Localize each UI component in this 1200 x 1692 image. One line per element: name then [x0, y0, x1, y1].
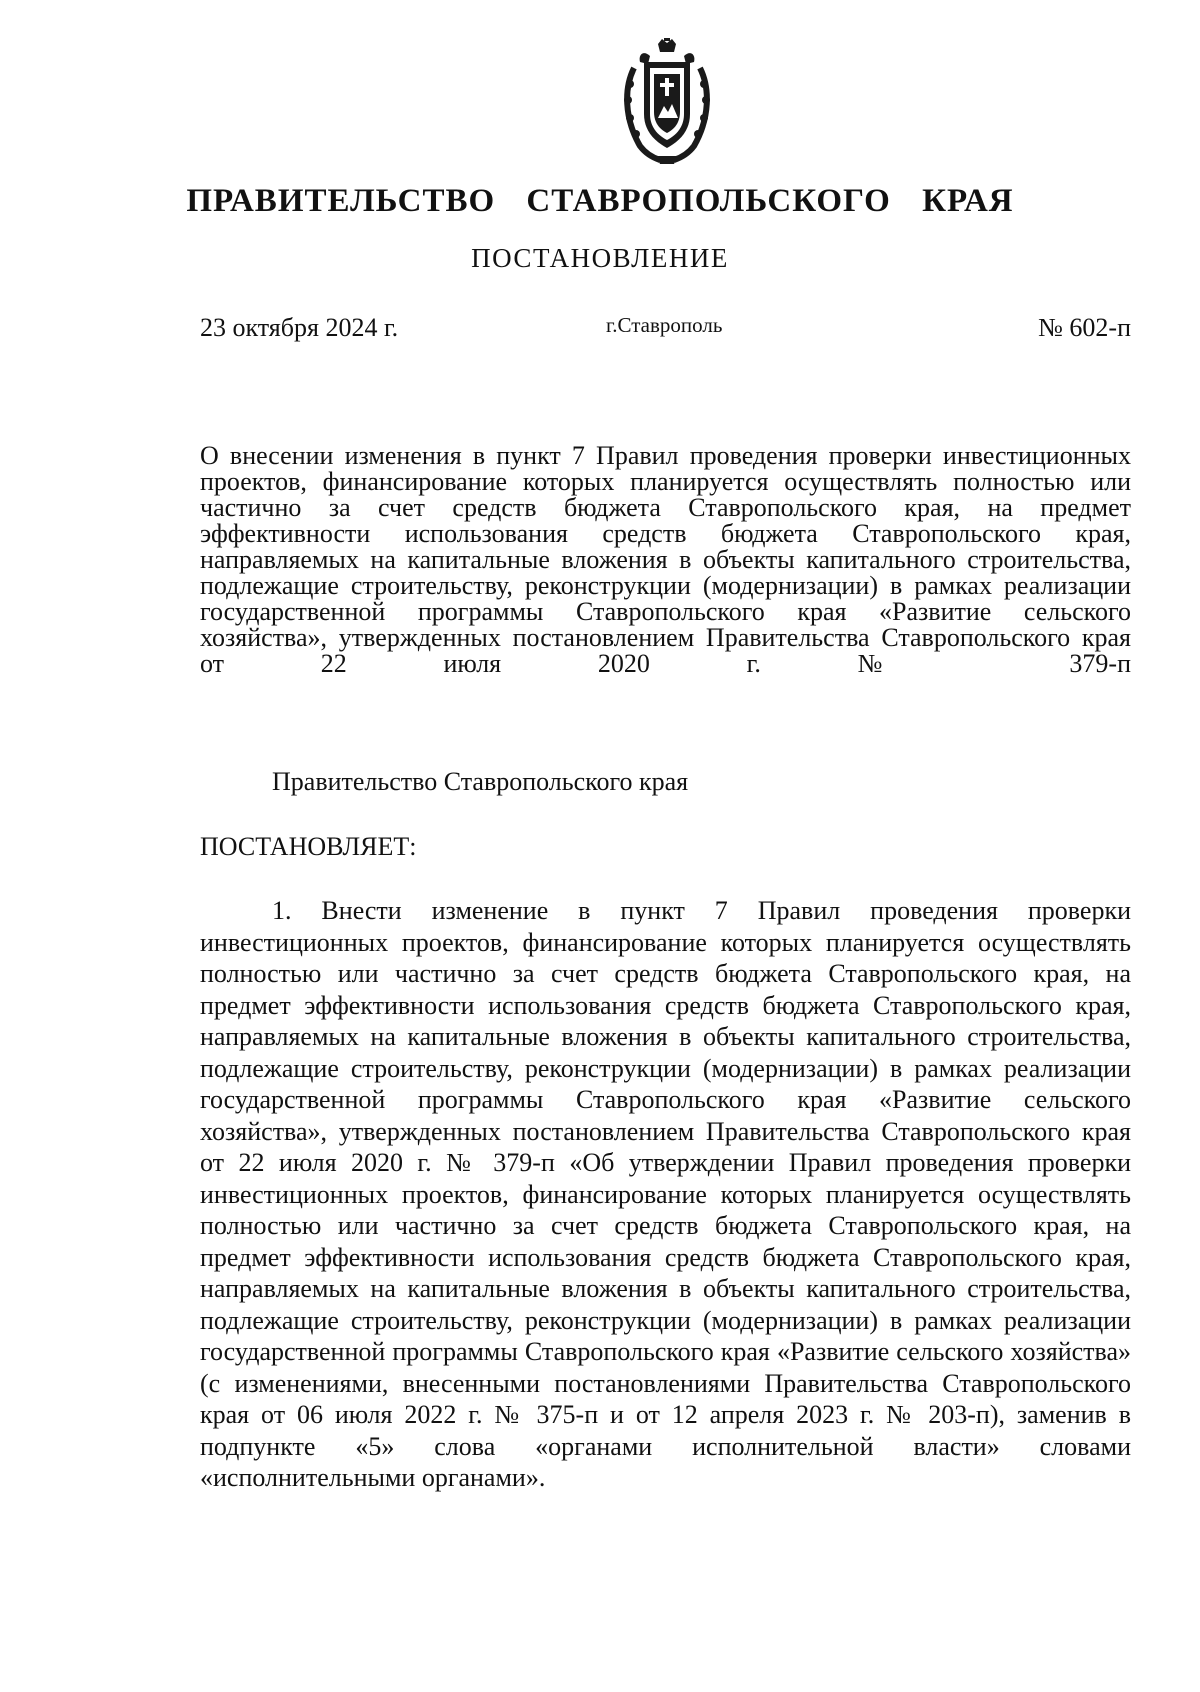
- document-subject: О внесении изменения в пункт 7 Правил проведения проверки инвестиционных проектов, финансирование которых планируется осуществлять полностью или частично за счет средств бюджета Ставропольского края, на предмет эффективности использования средств бюджета Ставропольского края, направляемых на капитальные вложения в объекты капитального строительства, подлежащие строительству, реконструкции (модернизации) в рамках реализации государственной программы Ставропольского края «Развитие сельского хозяйства», утвержденных постановлением Правительства Ставропольского края от 22 июля 2020 г. № 379-п: [200, 441, 1131, 678]
- document-date: 23 октября 2024 г.: [200, 313, 399, 342]
- resolves-heading: ПОСТАНОВЛЯЕТ:: [200, 832, 417, 861]
- organization-title: ПРАВИТЕЛЬСТВО СТАВРОПОЛЬСКОГО КРАЯ: [186, 183, 1014, 219]
- document-type: ПОСТАНОВЛЕНИЕ: [471, 243, 729, 273]
- paragraph-1: 1. Внести изменение в пункт 7 Правил проведения проверки инвестиционных проектов, финансирование которых планируется осуществлять полностью или частично за счет средств бюджета Ставропольского края, на предмет эффективности использования средств бюджета Ставропольского края, направляемых на капитальные вложения в объекты капитального строительства, подлежащие строительству, реконструкции (модернизации) в рамках реализации государственной программы Ставропольского края «Развитие сельского хозяйства», утвержденных постановлением Правительства Ставропольского края от 22 июля 2020 г. № 379-п «Об утверждении Правил проведения проверки инвестиционных проектов, финансирование которых планируется осуществлять полностью или частично за счет средств бюджета Ставропольского края, на предмет эффективности использования средств бюджета Ставропольского края, направляемых на капитальные вложения в объекты капитального строительства, подлежащие строительству, реконструкции (модернизации) в рамках реализации государственной программы Ставропольского края «Развитие сельского хозяйства» (с изменениями, внесенными постановлениями Правительства Ставропольского края от 06 июля 2022 г. № 375-п и от 12 апреля 2023 г. № 203-п), заменив в подпункте «5» слова «органами исполнительной власти» словами «исполнительными органами».: [200, 896, 1131, 1492]
- preamble: Правительство Ставропольского края: [272, 767, 689, 796]
- document-number: № 602-п: [1038, 313, 1131, 342]
- document-city: г.Ставрополь: [606, 313, 723, 337]
- coat-of-arms-icon: [620, 38, 714, 168]
